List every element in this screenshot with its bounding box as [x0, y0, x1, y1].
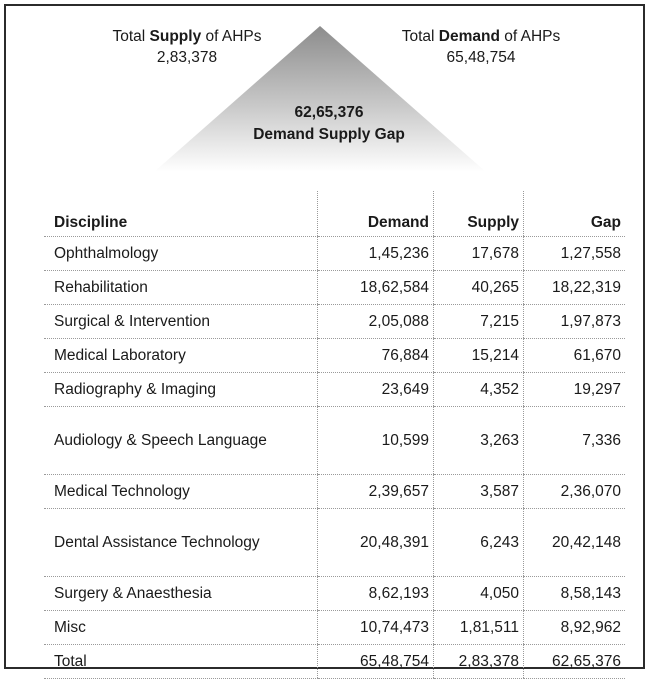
table-row [44, 475, 625, 509]
total-demand-value: 65,48,754 [446, 49, 516, 66]
document-frame [4, 4, 645, 669]
cell-demand: 20,48,391 [318, 509, 434, 577]
cell-discipline: Misc [44, 611, 318, 645]
gap-label: Demand Supply Gap [253, 126, 405, 143]
cell-demand: 1,45,236 [318, 237, 434, 271]
cell-supply: 6,243 [434, 509, 524, 577]
cell-demand: 76,884 [318, 339, 434, 373]
col-header-demand: Demand [318, 191, 434, 237]
cell-discipline: Total [44, 645, 318, 679]
cell-discipline: Medical Laboratory [44, 339, 318, 373]
cell-demand: 10,599 [318, 407, 434, 475]
total-demand-label: Total Demand of AHPs [401, 28, 561, 45]
cell-supply: 1,81,511 [434, 611, 524, 645]
cell-discipline: Dental Assistance Technology [44, 509, 318, 577]
discipline-table [44, 191, 625, 679]
cell-gap: 8,92,962 [524, 611, 626, 645]
cell-gap: 62,65,376 [524, 645, 626, 679]
cell-demand: 8,62,193 [318, 577, 434, 611]
table-row [44, 237, 625, 271]
cell-discipline: Audiology & Speech Language [44, 407, 318, 475]
table-row [44, 373, 625, 407]
table-header-row [44, 191, 625, 237]
cell-discipline: Medical Technology [44, 475, 318, 509]
cell-demand: 10,74,473 [318, 611, 434, 645]
cell-gap: 61,670 [524, 339, 626, 373]
table-row [44, 339, 625, 373]
cell-discipline: Radiography & Imaging [44, 373, 318, 407]
demand-supply-gap-block [206, 102, 452, 146]
cell-gap: 1,27,558 [524, 237, 626, 271]
table-total-row [44, 645, 625, 679]
cell-gap: 8,58,143 [524, 577, 626, 611]
cell-supply: 15,214 [434, 339, 524, 373]
cell-discipline: Surgery & Anaesthesia [44, 577, 318, 611]
cell-demand: 23,649 [318, 373, 434, 407]
table-row [44, 611, 625, 645]
cell-gap: 2,36,070 [524, 475, 626, 509]
gap-value: 62,65,376 [294, 104, 364, 121]
cell-supply: 3,587 [434, 475, 524, 509]
cell-supply: 4,050 [434, 577, 524, 611]
cell-demand: 65,48,754 [318, 645, 434, 679]
cell-supply: 4,352 [434, 373, 524, 407]
table-row [44, 271, 625, 305]
table-row [44, 509, 625, 577]
table-row [44, 577, 625, 611]
cell-demand: 18,62,584 [318, 271, 434, 305]
cell-demand: 2,05,088 [318, 305, 434, 339]
cell-gap: 1,97,873 [524, 305, 626, 339]
cell-supply: 40,265 [434, 271, 524, 305]
col-header-gap: Gap [524, 191, 626, 237]
total-supply-label: Total Supply of AHPs [112, 28, 262, 45]
table-row [44, 305, 625, 339]
cell-gap: 20,42,148 [524, 509, 626, 577]
table-row [44, 407, 625, 475]
col-header-supply: Supply [434, 191, 524, 237]
cell-gap: 18,22,319 [524, 271, 626, 305]
cell-demand: 2,39,657 [318, 475, 434, 509]
cell-discipline: Surgical & Intervention [44, 305, 318, 339]
total-demand-block [386, 26, 576, 68]
cell-gap: 7,336 [524, 407, 626, 475]
cell-supply: 17,678 [434, 237, 524, 271]
cell-supply: 7,215 [434, 305, 524, 339]
cell-supply: 3,263 [434, 407, 524, 475]
cell-discipline: Ophthalmology [44, 237, 318, 271]
cell-supply: 2,83,378 [434, 645, 524, 679]
cell-discipline: Rehabilitation [44, 271, 318, 305]
cell-gap: 19,297 [524, 373, 626, 407]
total-supply-value: 2,83,378 [156, 49, 218, 66]
col-header-discipline: Discipline [44, 191, 318, 237]
total-supply-block [92, 26, 282, 68]
